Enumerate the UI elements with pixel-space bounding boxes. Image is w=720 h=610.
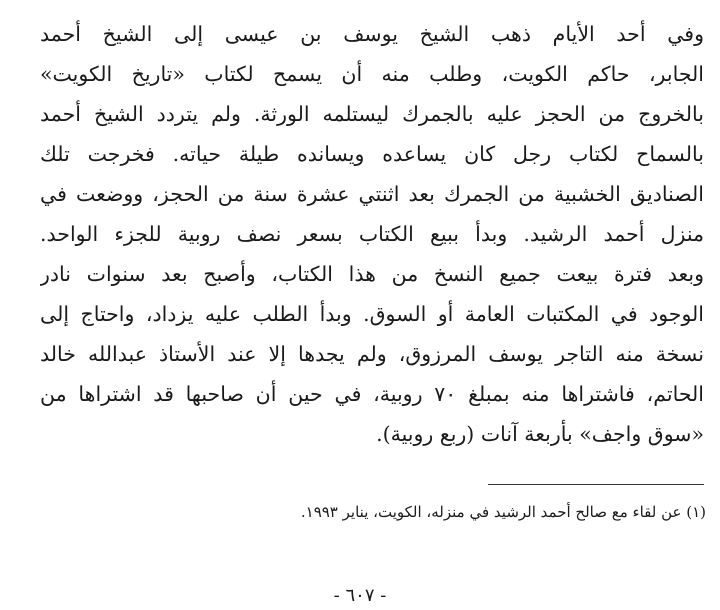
body-line-7: وبعد فترة بيعت جميع النسخ من هذا الكتاب، وأصبح بعد سنوات نادر xyxy=(40,262,704,286)
body-line-2: الجابر، حاكم الكويت، وطلب منه أن يسمح لكتاب «تاريخ الكويت» xyxy=(40,62,704,86)
body-line-8: الوجود في المكتبات العامة أو السوق. وبدأ الطلب عليه يزداد، واحتاج إلى xyxy=(40,302,704,326)
body-line-3: بالخروج من الحجز عليه بالجمرك ليستلمه الورثة. ولم يتردد الشيخ أحمد xyxy=(40,102,704,126)
body-text xyxy=(40,14,704,454)
page-number: - ٦٠٧ - xyxy=(333,585,387,606)
body-line-9: نسخة منه التاجر يوسف المرزوق، ولم يجدها إلا عند الأستاذ عبدالله خالد xyxy=(40,342,704,366)
body-line-4: بالسماح لكتاب رجل كان يساعده ويسانده طيلة حياته. فخرجت تلك xyxy=(40,142,704,166)
footnote-divider xyxy=(488,484,704,485)
body-line-5: الصناديق الخشبية من الجمرك بعد اثنتي عشرة سنة من الحجز، ووضعت في xyxy=(40,182,704,206)
body-line-10: الحاتم، فاشتراها منه بمبلغ ٧٠ روبية، في حين أن صاحبها قد اشتراها من xyxy=(40,382,704,406)
body-line-11: «سوق واجف» بأربعة آنات (ربع روبية). xyxy=(376,422,704,446)
body-line-6: منزل أحمد الرشيد. وبدأ ببيع الكتاب بسعر نصف روبية للجزء الواحد. xyxy=(40,222,704,246)
footnote: (١) عن لقاء مع صالح أحمد الرشيد في منزله، الكويت، يناير ١٩٩٣. xyxy=(300,503,706,521)
body-line-1: وفي أحد الأيام ذهب الشيخ يوسف بن عيسى إلى الشيخ أحمد xyxy=(40,22,704,46)
